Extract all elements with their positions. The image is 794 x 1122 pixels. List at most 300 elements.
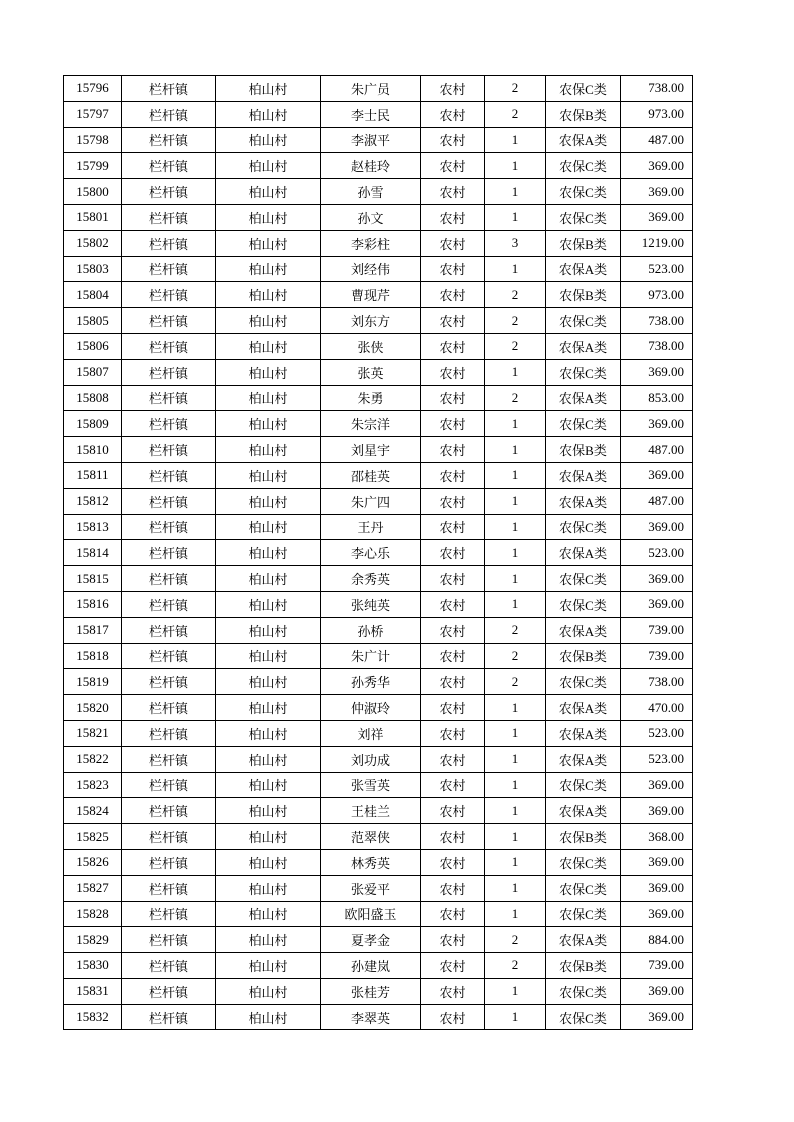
table-row (64, 772, 693, 798)
cell-town: 栏杆镇 (122, 1004, 216, 1030)
cell-category: 农保B类 (546, 437, 621, 463)
cell-town: 栏杆镇 (122, 230, 216, 256)
cell-town: 栏杆镇 (122, 411, 216, 437)
cell-amount: 369.00 (621, 875, 693, 901)
cell-town: 栏杆镇 (122, 462, 216, 488)
cell-name: 张英 (321, 359, 421, 385)
cell-type: 农村 (421, 359, 485, 385)
table-row (64, 978, 693, 1004)
cell-category: 农保C类 (546, 978, 621, 1004)
cell-amount: 973.00 (621, 282, 693, 308)
cell-village: 柏山村 (216, 669, 321, 695)
cell-id: 15809 (64, 411, 122, 437)
cell-village: 柏山村 (216, 179, 321, 205)
cell-id: 15826 (64, 849, 122, 875)
cell-name: 刘东方 (321, 308, 421, 334)
cell-category: 农保B类 (546, 101, 621, 127)
cell-name: 朱广员 (321, 76, 421, 102)
cell-town: 栏杆镇 (122, 540, 216, 566)
table-row (64, 179, 693, 205)
cell-category: 农保A类 (546, 488, 621, 514)
cell-town: 栏杆镇 (122, 746, 216, 772)
cell-count: 2 (485, 669, 546, 695)
cell-village: 柏山村 (216, 230, 321, 256)
cell-town: 栏杆镇 (122, 927, 216, 953)
cell-amount: 369.00 (621, 359, 693, 385)
cell-id: 15816 (64, 591, 122, 617)
cell-type: 农村 (421, 411, 485, 437)
cell-type: 农村 (421, 514, 485, 540)
cell-town: 栏杆镇 (122, 359, 216, 385)
cell-category: 农保A类 (546, 256, 621, 282)
cell-town: 栏杆镇 (122, 566, 216, 592)
cell-count: 1 (485, 695, 546, 721)
table-row (64, 230, 693, 256)
table-row (64, 153, 693, 179)
cell-id: 15815 (64, 566, 122, 592)
cell-village: 柏山村 (216, 1004, 321, 1030)
cell-type: 农村 (421, 617, 485, 643)
table-body (64, 76, 693, 1030)
cell-category: 农保C类 (546, 901, 621, 927)
cell-village: 柏山村 (216, 76, 321, 102)
table-row (64, 127, 693, 153)
cell-category: 农保C类 (546, 1004, 621, 1030)
cell-id: 15797 (64, 101, 122, 127)
cell-id: 15796 (64, 76, 122, 102)
cell-amount: 369.00 (621, 849, 693, 875)
cell-count: 1 (485, 824, 546, 850)
cell-amount: 369.00 (621, 591, 693, 617)
cell-id: 15818 (64, 643, 122, 669)
cell-town: 栏杆镇 (122, 179, 216, 205)
cell-name: 李翠英 (321, 1004, 421, 1030)
cell-town: 栏杆镇 (122, 488, 216, 514)
cell-category: 农保C类 (546, 514, 621, 540)
table-row (64, 540, 693, 566)
table-row (64, 437, 693, 463)
cell-count: 2 (485, 385, 546, 411)
cell-id: 15810 (64, 437, 122, 463)
cell-count: 2 (485, 282, 546, 308)
cell-id: 15824 (64, 798, 122, 824)
cell-type: 农村 (421, 488, 485, 514)
cell-amount: 523.00 (621, 540, 693, 566)
cell-town: 栏杆镇 (122, 153, 216, 179)
cell-id: 15799 (64, 153, 122, 179)
cell-village: 柏山村 (216, 953, 321, 979)
table-row (64, 204, 693, 230)
table-row (64, 514, 693, 540)
cell-amount: 470.00 (621, 695, 693, 721)
cell-name: 朱宗洋 (321, 411, 421, 437)
cell-amount: 853.00 (621, 385, 693, 411)
cell-amount: 369.00 (621, 514, 693, 540)
table-row (64, 824, 693, 850)
cell-count: 1 (485, 875, 546, 901)
cell-count: 2 (485, 101, 546, 127)
cell-id: 15807 (64, 359, 122, 385)
cell-type: 农村 (421, 849, 485, 875)
cell-type: 农村 (421, 669, 485, 695)
cell-village: 柏山村 (216, 540, 321, 566)
cell-type: 农村 (421, 256, 485, 282)
cell-village: 柏山村 (216, 772, 321, 798)
cell-amount: 738.00 (621, 669, 693, 695)
cell-name: 王桂兰 (321, 798, 421, 824)
cell-village: 柏山村 (216, 333, 321, 359)
cell-count: 2 (485, 643, 546, 669)
cell-name: 余秀英 (321, 566, 421, 592)
cell-type: 农村 (421, 101, 485, 127)
cell-id: 15829 (64, 927, 122, 953)
cell-category: 农保B类 (546, 282, 621, 308)
cell-type: 农村 (421, 798, 485, 824)
cell-amount: 738.00 (621, 333, 693, 359)
cell-town: 栏杆镇 (122, 437, 216, 463)
cell-town: 栏杆镇 (122, 514, 216, 540)
cell-type: 农村 (421, 282, 485, 308)
cell-count: 1 (485, 488, 546, 514)
cell-name: 李彩柱 (321, 230, 421, 256)
cell-name: 仲淑玲 (321, 695, 421, 721)
cell-category: 农保A类 (546, 720, 621, 746)
cell-town: 栏杆镇 (122, 385, 216, 411)
table-row (64, 101, 693, 127)
cell-name: 李心乐 (321, 540, 421, 566)
cell-village: 柏山村 (216, 204, 321, 230)
cell-id: 15831 (64, 978, 122, 1004)
cell-name: 邵桂英 (321, 462, 421, 488)
cell-name: 范翠侠 (321, 824, 421, 850)
cell-type: 农村 (421, 462, 485, 488)
table-row (64, 256, 693, 282)
cell-amount: 738.00 (621, 308, 693, 334)
cell-name: 孙秀华 (321, 669, 421, 695)
cell-town: 栏杆镇 (122, 617, 216, 643)
cell-village: 柏山村 (216, 127, 321, 153)
cell-category: 农保A类 (546, 540, 621, 566)
document-page (63, 75, 693, 1030)
cell-name: 刘经伟 (321, 256, 421, 282)
cell-type: 农村 (421, 308, 485, 334)
cell-id: 15814 (64, 540, 122, 566)
cell-amount: 1219.00 (621, 230, 693, 256)
cell-type: 农村 (421, 127, 485, 153)
table-row (64, 720, 693, 746)
cell-id: 15825 (64, 824, 122, 850)
cell-category: 农保C类 (546, 772, 621, 798)
cell-amount: 368.00 (621, 824, 693, 850)
cell-name: 李士民 (321, 101, 421, 127)
cell-town: 栏杆镇 (122, 591, 216, 617)
table-row (64, 333, 693, 359)
cell-town: 栏杆镇 (122, 901, 216, 927)
cell-name: 李淑平 (321, 127, 421, 153)
cell-id: 15802 (64, 230, 122, 256)
cell-type: 农村 (421, 76, 485, 102)
table-row (64, 591, 693, 617)
payment-table (63, 75, 693, 1030)
cell-type: 农村 (421, 927, 485, 953)
cell-village: 柏山村 (216, 101, 321, 127)
cell-town: 栏杆镇 (122, 204, 216, 230)
cell-id: 15800 (64, 179, 122, 205)
cell-amount: 369.00 (621, 772, 693, 798)
table-row (64, 875, 693, 901)
cell-category: 农保A类 (546, 695, 621, 721)
cell-amount: 369.00 (621, 901, 693, 927)
cell-village: 柏山村 (216, 875, 321, 901)
table-row (64, 76, 693, 102)
cell-type: 农村 (421, 901, 485, 927)
cell-town: 栏杆镇 (122, 101, 216, 127)
cell-village: 柏山村 (216, 308, 321, 334)
cell-category: 农保A类 (546, 927, 621, 953)
cell-count: 1 (485, 127, 546, 153)
cell-name: 张桂芳 (321, 978, 421, 1004)
cell-name: 朱广计 (321, 643, 421, 669)
cell-type: 农村 (421, 179, 485, 205)
cell-count: 1 (485, 359, 546, 385)
cell-count: 1 (485, 153, 546, 179)
cell-town: 栏杆镇 (122, 720, 216, 746)
cell-count: 1 (485, 462, 546, 488)
cell-village: 柏山村 (216, 849, 321, 875)
table-row (64, 282, 693, 308)
cell-category: 农保C类 (546, 875, 621, 901)
cell-amount: 523.00 (621, 720, 693, 746)
cell-name: 曹现芹 (321, 282, 421, 308)
cell-name: 刘祥 (321, 720, 421, 746)
table-row (64, 308, 693, 334)
cell-id: 15803 (64, 256, 122, 282)
cell-name: 夏孝金 (321, 927, 421, 953)
cell-village: 柏山村 (216, 746, 321, 772)
cell-count: 1 (485, 746, 546, 772)
table-row (64, 798, 693, 824)
cell-village: 柏山村 (216, 720, 321, 746)
cell-count: 1 (485, 179, 546, 205)
cell-type: 农村 (421, 591, 485, 617)
cell-town: 栏杆镇 (122, 76, 216, 102)
table-row (64, 385, 693, 411)
cell-id: 15820 (64, 695, 122, 721)
cell-name: 赵桂玲 (321, 153, 421, 179)
cell-category: 农保B类 (546, 643, 621, 669)
cell-id: 15832 (64, 1004, 122, 1030)
table-row (64, 695, 693, 721)
cell-village: 柏山村 (216, 359, 321, 385)
cell-count: 2 (485, 617, 546, 643)
cell-count: 1 (485, 437, 546, 463)
cell-id: 15804 (64, 282, 122, 308)
cell-category: 农保C类 (546, 849, 621, 875)
cell-amount: 523.00 (621, 746, 693, 772)
cell-category: 农保C类 (546, 76, 621, 102)
cell-type: 农村 (421, 772, 485, 798)
cell-type: 农村 (421, 875, 485, 901)
cell-count: 2 (485, 953, 546, 979)
cell-amount: 738.00 (621, 76, 693, 102)
cell-name: 刘功成 (321, 746, 421, 772)
cell-name: 朱广四 (321, 488, 421, 514)
cell-count: 2 (485, 927, 546, 953)
cell-type: 农村 (421, 746, 485, 772)
cell-town: 栏杆镇 (122, 308, 216, 334)
cell-village: 柏山村 (216, 411, 321, 437)
cell-town: 栏杆镇 (122, 875, 216, 901)
table-row (64, 1004, 693, 1030)
cell-amount: 369.00 (621, 978, 693, 1004)
cell-category: 农保B类 (546, 230, 621, 256)
cell-category: 农保A类 (546, 462, 621, 488)
cell-category: 农保B类 (546, 953, 621, 979)
table-row (64, 411, 693, 437)
table-row (64, 617, 693, 643)
cell-id: 15830 (64, 953, 122, 979)
cell-type: 农村 (421, 824, 485, 850)
cell-amount: 369.00 (621, 1004, 693, 1030)
cell-name: 张侠 (321, 333, 421, 359)
cell-count: 1 (485, 849, 546, 875)
cell-id: 15813 (64, 514, 122, 540)
cell-village: 柏山村 (216, 566, 321, 592)
cell-category: 农保C类 (546, 669, 621, 695)
cell-town: 栏杆镇 (122, 282, 216, 308)
cell-id: 15817 (64, 617, 122, 643)
cell-village: 柏山村 (216, 153, 321, 179)
cell-village: 柏山村 (216, 643, 321, 669)
cell-type: 农村 (421, 695, 485, 721)
cell-amount: 487.00 (621, 488, 693, 514)
cell-category: 农保A类 (546, 798, 621, 824)
cell-amount: 487.00 (621, 127, 693, 153)
cell-amount: 487.00 (621, 437, 693, 463)
cell-village: 柏山村 (216, 978, 321, 1004)
cell-town: 栏杆镇 (122, 849, 216, 875)
cell-amount: 369.00 (621, 179, 693, 205)
cell-name: 孙雪 (321, 179, 421, 205)
cell-town: 栏杆镇 (122, 798, 216, 824)
cell-id: 15821 (64, 720, 122, 746)
cell-count: 1 (485, 901, 546, 927)
cell-town: 栏杆镇 (122, 695, 216, 721)
cell-count: 1 (485, 514, 546, 540)
table-row (64, 849, 693, 875)
cell-village: 柏山村 (216, 514, 321, 540)
cell-count: 1 (485, 978, 546, 1004)
cell-type: 农村 (421, 333, 485, 359)
cell-amount: 369.00 (621, 566, 693, 592)
cell-category: 农保B类 (546, 824, 621, 850)
cell-village: 柏山村 (216, 824, 321, 850)
cell-village: 柏山村 (216, 437, 321, 463)
cell-name: 王丹 (321, 514, 421, 540)
table-row (64, 927, 693, 953)
table-row (64, 901, 693, 927)
cell-category: 农保A类 (546, 333, 621, 359)
cell-id: 15812 (64, 488, 122, 514)
cell-village: 柏山村 (216, 462, 321, 488)
cell-name: 张纯英 (321, 591, 421, 617)
cell-count: 1 (485, 591, 546, 617)
cell-name: 张爱平 (321, 875, 421, 901)
cell-count: 1 (485, 566, 546, 592)
cell-id: 15805 (64, 308, 122, 334)
cell-category: 农保C类 (546, 591, 621, 617)
cell-type: 农村 (421, 566, 485, 592)
cell-count: 1 (485, 411, 546, 437)
cell-category: 农保C类 (546, 566, 621, 592)
cell-village: 柏山村 (216, 488, 321, 514)
cell-amount: 739.00 (621, 953, 693, 979)
cell-id: 15828 (64, 901, 122, 927)
cell-town: 栏杆镇 (122, 978, 216, 1004)
cell-type: 农村 (421, 540, 485, 566)
cell-id: 15808 (64, 385, 122, 411)
cell-count: 1 (485, 798, 546, 824)
cell-village: 柏山村 (216, 927, 321, 953)
cell-village: 柏山村 (216, 256, 321, 282)
cell-id: 15801 (64, 204, 122, 230)
cell-name: 朱勇 (321, 385, 421, 411)
cell-type: 农村 (421, 230, 485, 256)
cell-type: 农村 (421, 978, 485, 1004)
cell-category: 农保A类 (546, 617, 621, 643)
table-row (64, 953, 693, 979)
cell-village: 柏山村 (216, 591, 321, 617)
cell-count: 1 (485, 720, 546, 746)
cell-village: 柏山村 (216, 901, 321, 927)
cell-amount: 369.00 (621, 462, 693, 488)
cell-amount: 739.00 (621, 617, 693, 643)
cell-amount: 369.00 (621, 204, 693, 230)
table-row (64, 669, 693, 695)
cell-id: 15822 (64, 746, 122, 772)
cell-village: 柏山村 (216, 617, 321, 643)
cell-village: 柏山村 (216, 385, 321, 411)
cell-name: 孙桥 (321, 617, 421, 643)
cell-category: 农保C类 (546, 308, 621, 334)
table-row (64, 643, 693, 669)
cell-town: 栏杆镇 (122, 256, 216, 282)
cell-category: 农保A类 (546, 746, 621, 772)
cell-village: 柏山村 (216, 798, 321, 824)
cell-town: 栏杆镇 (122, 333, 216, 359)
cell-category: 农保A类 (546, 127, 621, 153)
cell-name: 孙文 (321, 204, 421, 230)
cell-category: 农保C类 (546, 179, 621, 205)
cell-count: 2 (485, 333, 546, 359)
table-row (64, 566, 693, 592)
cell-town: 栏杆镇 (122, 824, 216, 850)
cell-type: 农村 (421, 204, 485, 230)
cell-type: 农村 (421, 953, 485, 979)
cell-amount: 369.00 (621, 798, 693, 824)
cell-count: 1 (485, 204, 546, 230)
table-row (64, 746, 693, 772)
cell-amount: 884.00 (621, 927, 693, 953)
cell-count: 2 (485, 76, 546, 102)
cell-count: 1 (485, 256, 546, 282)
cell-amount: 369.00 (621, 153, 693, 179)
cell-count: 3 (485, 230, 546, 256)
cell-id: 15819 (64, 669, 122, 695)
cell-category: 农保C类 (546, 359, 621, 385)
cell-id: 15823 (64, 772, 122, 798)
cell-amount: 739.00 (621, 643, 693, 669)
